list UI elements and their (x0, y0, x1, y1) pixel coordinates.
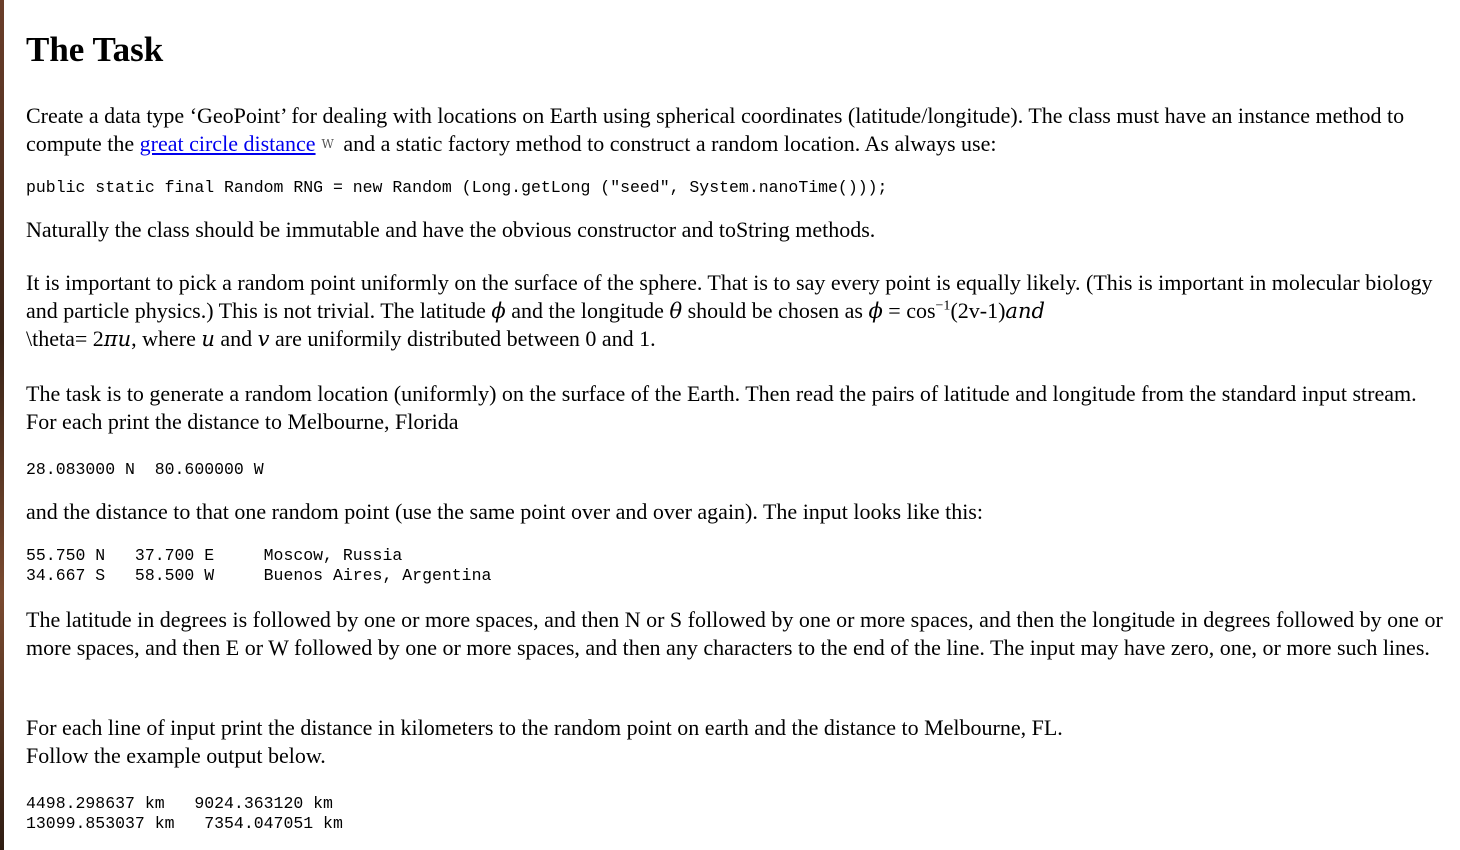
task-paragraph: The task is to generate a random location (uniformly) on the surface of the Earth. Then read the pairs of latitude and longitude from the standard input stream. For each print the distance to Melbourne, Florida (26, 381, 1417, 434)
theta-symbol: θ (669, 299, 683, 323)
code-sample-output: 4498.298637 km 9024.363120 km 13099.853037 km 7354.047051 km (26, 794, 343, 833)
u-variable: u (201, 327, 215, 351)
v-variable: v (257, 327, 270, 351)
input-intro-paragraph: and the distance to that one random point (use the same point over and over again). The input looks like this: (26, 499, 983, 524)
immutability-paragraph: Naturally the class should be immutable and have the obvious constructor and toString methods. (26, 217, 876, 242)
code-rng-declaration: public static final Random RNG = new Random (Long.getLong ("seed", System.nanoTime())); (26, 178, 888, 197)
uniform-sampling-paragraph: It is important to pick a random point uniformly on the surface of the sphere. That is to say every point is equally likely. (This is important in molecular biology and particle physics.) This is not trivial. The latitude ϕ and the longitude θ should be chosen as $\phi = \cos^{-1}(2v-1)and$ \theta= 2πu, where u and v are uniformily distributed between 0 and 1. (26, 270, 1433, 351)
left-edge-decoration (0, 0, 4, 850)
and-word: and (1005, 299, 1045, 323)
phi-symbol: ϕ (491, 299, 506, 323)
intro-paragraph: Create a data type ‘GeoPoint’ for dealing with locations on Earth using spherical coordinates (latitude/longitude). The class must have an instance method to compute the great circle distance W and a static factory method to construct a random location. As always use: (26, 103, 1405, 156)
code-sample-input: 55.750 N 37.700 E Moscow, Russia 34.667 S 58.500 W Buenos Aires, Argentina (26, 546, 492, 585)
page-title: The Task (26, 30, 164, 69)
input-format-paragraph: The latitude in degrees is followed by one or more spaces, and then N or S followed by one or more spaces, and then the longitude in degrees followed by one or more spaces, and then E or W followed by one or more spaces, and then any characters to the end of the line. The input may have zero, one, or more such lines. (26, 607, 1443, 660)
code-melbourne-coordinates: 28.083000 N 80.600000 W (26, 460, 264, 479)
pi-u-term: πu (103, 327, 132, 351)
phi-equation-symbol: ϕ (868, 299, 883, 323)
great-circle-distance-link[interactable]: great circle distance (139, 131, 316, 156)
output-instructions-paragraph: For each line of input print the distance in kilometers to the random point on earth and the distance to Melbourne, FL. Follow the example output below. (26, 715, 1063, 768)
wikipedia-icon: W (321, 137, 334, 151)
inverse-superscript: −1 (935, 298, 951, 314)
